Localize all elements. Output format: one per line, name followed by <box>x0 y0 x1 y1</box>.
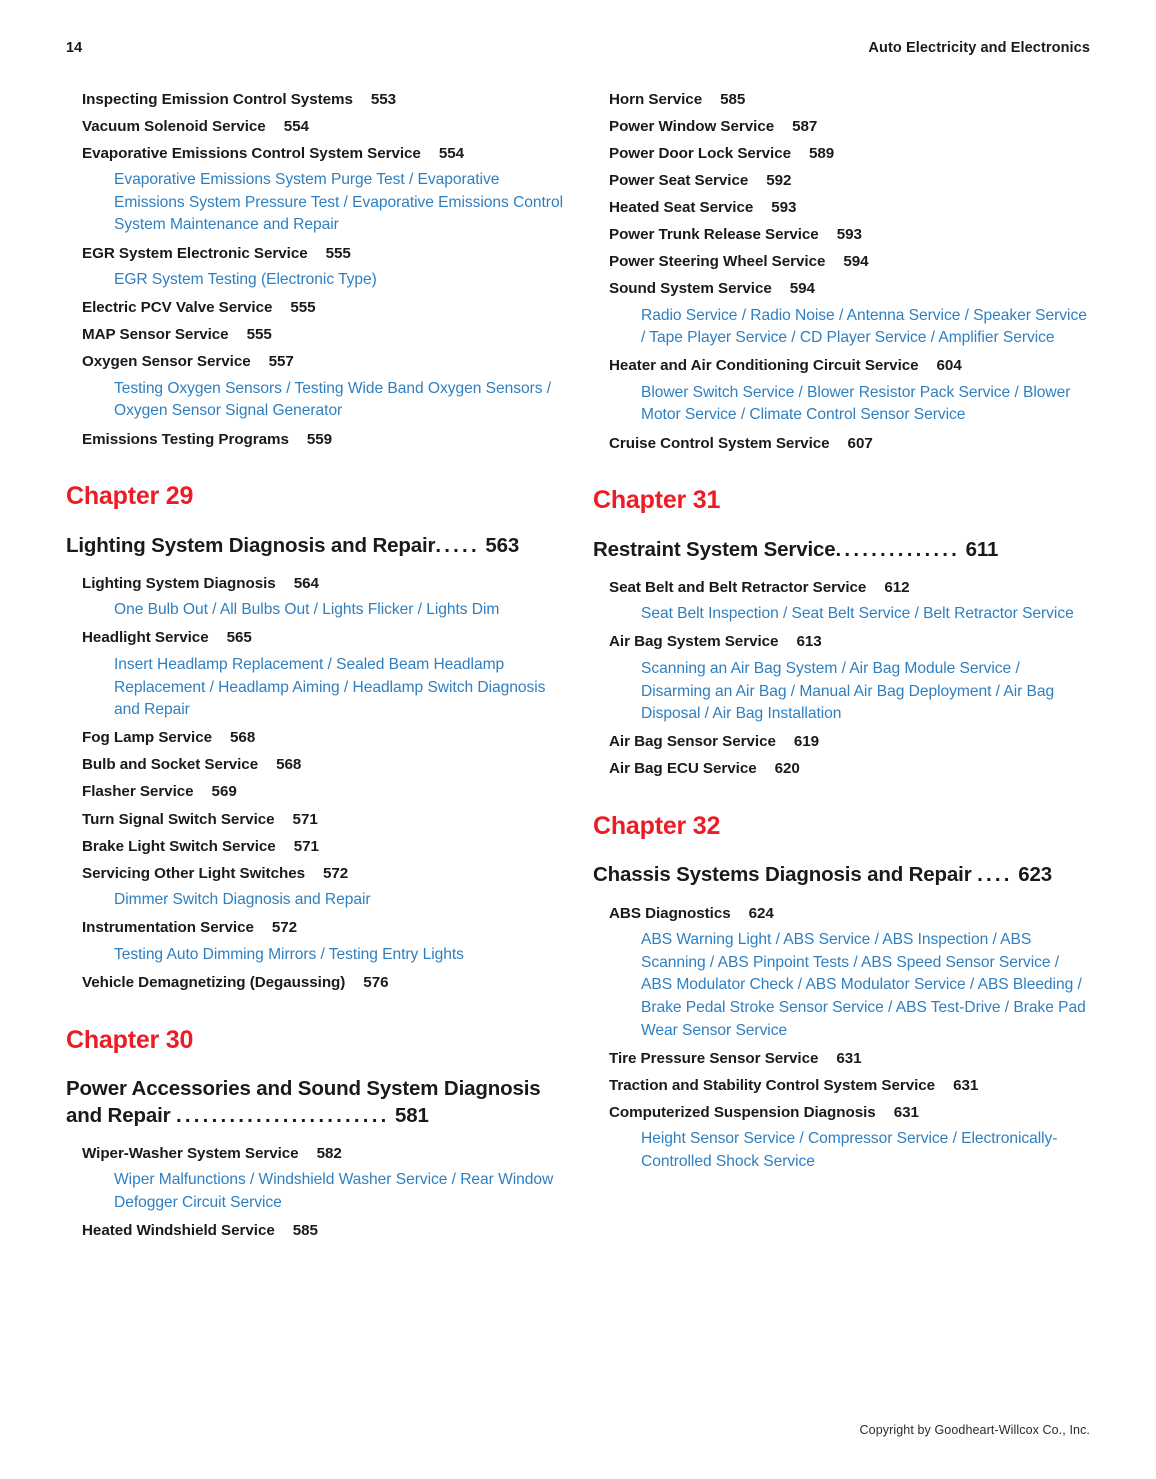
section-page: 593 <box>836 225 862 243</box>
section-page: 585 <box>292 1222 318 1240</box>
toc-section-entry[interactable] <box>609 353 1090 380</box>
toc-section-entry[interactable] <box>82 860 563 887</box>
section-page: 585 <box>720 90 746 108</box>
toc-section-entry[interactable] <box>609 140 1090 167</box>
section-page: 568 <box>276 756 302 774</box>
section-title: Vacuum Solenoid Service <box>82 117 266 135</box>
section-page: 571 <box>293 837 319 855</box>
section-title: Emissions Testing Programs <box>82 430 289 448</box>
toc-section-entry[interactable] <box>609 629 1090 656</box>
section-page: 592 <box>766 171 792 189</box>
section-title: Sound System Service <box>609 279 772 297</box>
toc-section-entry[interactable] <box>609 86 1090 113</box>
section-page: 555 <box>325 244 351 262</box>
toc-subsection-list[interactable]: Seat Belt Inspection / Seat Belt Service / Belt Retractor Service <box>641 605 1074 623</box>
toc-columns <box>66 86 1090 1245</box>
section-title: Power Trunk Release Service <box>609 225 819 243</box>
toc-section-entry[interactable] <box>609 756 1090 783</box>
toc-subsection-list[interactable]: EGR System Testing (Electronic Type) <box>114 271 377 289</box>
section-title: Traction and Stability Control System Service <box>609 1076 936 1094</box>
toc-subsection-list[interactable]: Blower Switch Service / Blower Resistor Pack Service / Blower Motor Service / Climate Control Sensor Service <box>641 383 1071 424</box>
section-title: Fog Lamp Service <box>82 729 213 747</box>
toc-section-entry[interactable] <box>609 900 1090 927</box>
toc-section-entry[interactable] <box>609 275 1090 302</box>
toc-section-entry[interactable] <box>609 1099 1090 1126</box>
section-page: 564 <box>293 574 319 592</box>
toc-section-entry[interactable] <box>609 574 1090 601</box>
section-page: 624 <box>748 904 774 922</box>
chapter-title-text: Restraint System Service <box>593 537 836 561</box>
book-title: Auto Electricity and Electronics <box>868 40 1090 56</box>
toc-subsection-list[interactable]: Radio Service / Radio Noise / Antenna Service / Speaker Service / Tape Player Service / CD Player Service / Amplifier Service <box>641 306 1087 347</box>
chapter-title-29[interactable] <box>66 533 563 560</box>
toc-section-entry[interactable] <box>609 1072 1090 1099</box>
chapter-page: 563 <box>485 533 520 557</box>
section-page: 559 <box>306 430 333 448</box>
toc-section-entry[interactable] <box>609 248 1090 275</box>
section-title: ABS Diagnostics <box>609 904 731 922</box>
section-page: 631 <box>893 1103 919 1121</box>
toc-subsection-list[interactable]: One Bulb Out / All Bulbs Out / Lights Flicker / Lights Dim <box>114 601 500 619</box>
section-title: Air Bag Sensor Service <box>609 733 776 751</box>
toc-section-entry[interactable] <box>82 240 563 267</box>
section-title: Power Seat Service <box>609 171 749 189</box>
toc-section-entry[interactable] <box>82 570 563 597</box>
toc-section-entry[interactable] <box>82 752 563 779</box>
toc-section-entry[interactable] <box>82 349 563 376</box>
section-page: 565 <box>226 629 252 647</box>
section-page: 604 <box>936 357 962 375</box>
toc-section-entry[interactable] <box>82 426 563 453</box>
chapter-title-31[interactable] <box>593 537 1090 564</box>
section-title: MAP Sensor Service <box>82 326 229 344</box>
toc-subsection-list[interactable]: Evaporative Emissions System Purge Test / Evaporative Emissions System Pressure Test / Evaporative Emissions Control System Maintenance and Repair <box>114 171 563 234</box>
toc-section-entry[interactable] <box>609 113 1090 140</box>
section-page: 555 <box>246 326 272 344</box>
section-page: 607 <box>847 434 873 452</box>
section-page: 553 <box>370 90 397 108</box>
chapter-number-30: Chapter 30 <box>66 1025 194 1054</box>
section-title: Wiper-Washer System Service <box>82 1144 299 1162</box>
toc-section-entry[interactable] <box>82 779 563 806</box>
toc-subsection-list[interactable]: Wiper Malfunctions / Windshield Washer Service / Rear Window Defogger Circuit Service <box>114 1171 554 1212</box>
section-title: Air Bag ECU Service <box>609 760 757 778</box>
section-title: Power Door Lock Service <box>609 144 792 162</box>
toc-section-entry[interactable] <box>82 833 563 860</box>
toc-section-entry[interactable] <box>82 725 563 752</box>
toc-section-entry[interactable] <box>609 194 1090 221</box>
leader-dots: ..... <box>435 533 480 557</box>
toc-section-entry[interactable] <box>82 295 563 322</box>
toc-section-entry[interactable] <box>82 322 563 349</box>
toc-subsection-list[interactable]: Insert Headlamp Replacement / Sealed Beam Headlamp Replacement / Headlamp Aiming / Headlamp Switch Diagnosis and Repair <box>114 656 546 719</box>
chapter-title-30[interactable] <box>66 1076 563 1129</box>
leader-dots: .............. <box>835 537 961 561</box>
chapter-number-29: Chapter 29 <box>66 482 194 511</box>
chapter-title-text: Power Accessories and Sound System Diagnosis and Repair <box>66 1077 541 1127</box>
toc-subsection-list[interactable]: ABS Warning Light / ABS Service / ABS Inspection / ABS Scanning / ABS Pinpoint Tests / ABS Speed Sensor Service / ABS Modulator Check / ABS Modulator Service / ABS Bleeding / Brake Pedal Stroke Sensor Service / ABS Test-Drive / Brake Pad Wear Sensor Service <box>641 931 1086 1039</box>
section-title: Power Steering Wheel Service <box>609 252 826 270</box>
toc-section-entry[interactable] <box>82 1218 563 1245</box>
section-page: 631 <box>836 1049 862 1067</box>
copyright-notice: Copyright by Goodheart-Willcox Co., Inc. <box>859 1423 1090 1437</box>
section-title: Air Bag System Service <box>609 633 779 651</box>
toc-subsection-list[interactable]: Scanning an Air Bag System / Air Bag Module Service / Disarming an Air Bag / Manual Air Bag Deployment / Air Bag Disposal / Air Bag Installation <box>641 659 1055 723</box>
section-page: 582 <box>316 1144 342 1162</box>
section-title: Instrumentation Service <box>82 919 254 937</box>
section-title: Oxygen Sensor Service <box>82 353 251 371</box>
chapter-title-text: Chassis Systems Diagnosis and Repair <box>593 863 972 887</box>
section-title: Lighting System Diagnosis <box>82 574 276 592</box>
toc-section-entry[interactable] <box>82 915 563 942</box>
section-title: Tire Pressure Sensor Service <box>609 1049 819 1067</box>
section-page: 620 <box>774 760 800 778</box>
chapter-title-text: Lighting System Diagnosis and Repair <box>66 533 436 557</box>
section-page: 554 <box>283 117 309 135</box>
chapter-page: 581 <box>395 1103 429 1127</box>
section-title: EGR System Electronic Service <box>82 244 308 262</box>
toc-section-entry[interactable] <box>609 729 1090 756</box>
toc-section-entry[interactable] <box>609 167 1090 194</box>
section-page: 572 <box>322 864 349 882</box>
section-title: Bulb and Socket Service <box>82 756 259 774</box>
section-title: Seat Belt and Belt Retractor Service <box>609 578 867 596</box>
toc-section-entry[interactable] <box>609 430 1090 457</box>
section-page: 555 <box>290 299 316 317</box>
section-page: 587 <box>792 117 818 135</box>
leader-dots: ........................ <box>176 1103 390 1127</box>
section-page: 594 <box>843 252 869 270</box>
toc-subsection-list[interactable]: Dimmer Switch Diagnosis and Repair <box>114 891 371 909</box>
section-title: Vehicle Demagnetizing (Degaussing) <box>82 974 346 992</box>
section-title: Servicing Other Light Switches <box>82 864 305 882</box>
section-page: 593 <box>771 198 797 216</box>
section-title: Evaporative Emissions Control System Service <box>82 144 421 162</box>
chapter-title-32[interactable] <box>593 862 1090 889</box>
toc-subsection-list[interactable]: Testing Auto Dimming Mirrors / Testing Entry Lights <box>114 945 464 963</box>
section-page: 589 <box>809 144 835 162</box>
section-page: 568 <box>230 729 256 747</box>
section-title: Electric PCV Valve Service <box>82 299 273 317</box>
section-title: Brake Light Switch Service <box>82 837 276 855</box>
toc-section-entry[interactable] <box>82 625 563 652</box>
toc-section-entry[interactable] <box>82 970 563 997</box>
toc-section-entry[interactable] <box>82 86 563 113</box>
section-title: Inspecting Emission Control Systems <box>82 90 353 108</box>
section-page: 619 <box>793 733 820 751</box>
chapter-page: 623 <box>1018 863 1053 887</box>
running-head <box>66 40 1090 60</box>
section-page: 557 <box>268 353 294 371</box>
toc-section-entry[interactable] <box>82 806 563 833</box>
section-page: 631 <box>953 1076 979 1094</box>
toc-column-right <box>593 86 1090 1245</box>
section-title: Cruise Control System Service <box>609 434 830 452</box>
chapter-page: 611 <box>965 537 999 561</box>
toc-column-left <box>66 86 563 1245</box>
section-title: Heater and Air Conditioning Circuit Service <box>609 357 919 375</box>
section-page: 569 <box>211 783 237 801</box>
section-page: 594 <box>789 279 815 297</box>
section-title: Power Window Service <box>609 117 775 135</box>
section-title: Turn Signal Switch Service <box>82 810 275 828</box>
leader-dots: .... <box>977 863 1013 887</box>
chapter-number-31: Chapter 31 <box>593 486 721 515</box>
section-title: Computerized Suspension Diagnosis <box>609 1103 876 1121</box>
toc-section-entry[interactable] <box>609 1045 1090 1072</box>
section-page: 554 <box>438 144 465 162</box>
section-page: 576 <box>363 974 389 992</box>
section-title: Flasher Service <box>82 783 194 801</box>
toc-section-entry[interactable] <box>609 221 1090 248</box>
toc-subsection-list[interactable]: Testing Oxygen Sensors / Testing Wide Band Oxygen Sensors / Oxygen Sensor Signal Generator <box>114 379 552 420</box>
chapter-number-32: Chapter 32 <box>593 811 721 840</box>
toc-section-entry[interactable] <box>82 140 563 167</box>
section-title: Heated Seat Service <box>609 198 754 216</box>
section-page: 613 <box>796 633 822 651</box>
toc-section-entry[interactable] <box>82 1140 563 1167</box>
page-number: 14 <box>66 40 83 56</box>
section-title: Headlight Service <box>82 629 209 647</box>
section-page: 572 <box>271 919 298 937</box>
section-page: 571 <box>292 810 318 828</box>
section-title: Horn Service <box>609 90 703 108</box>
section-page: 612 <box>884 578 910 596</box>
section-title: Heated Windshield Service <box>82 1222 275 1240</box>
toc-subsection-list[interactable]: Height Sensor Service / Compressor Service / Electronically-Controlled Shock Service <box>641 1130 1058 1170</box>
toc-section-entry[interactable] <box>82 113 563 140</box>
